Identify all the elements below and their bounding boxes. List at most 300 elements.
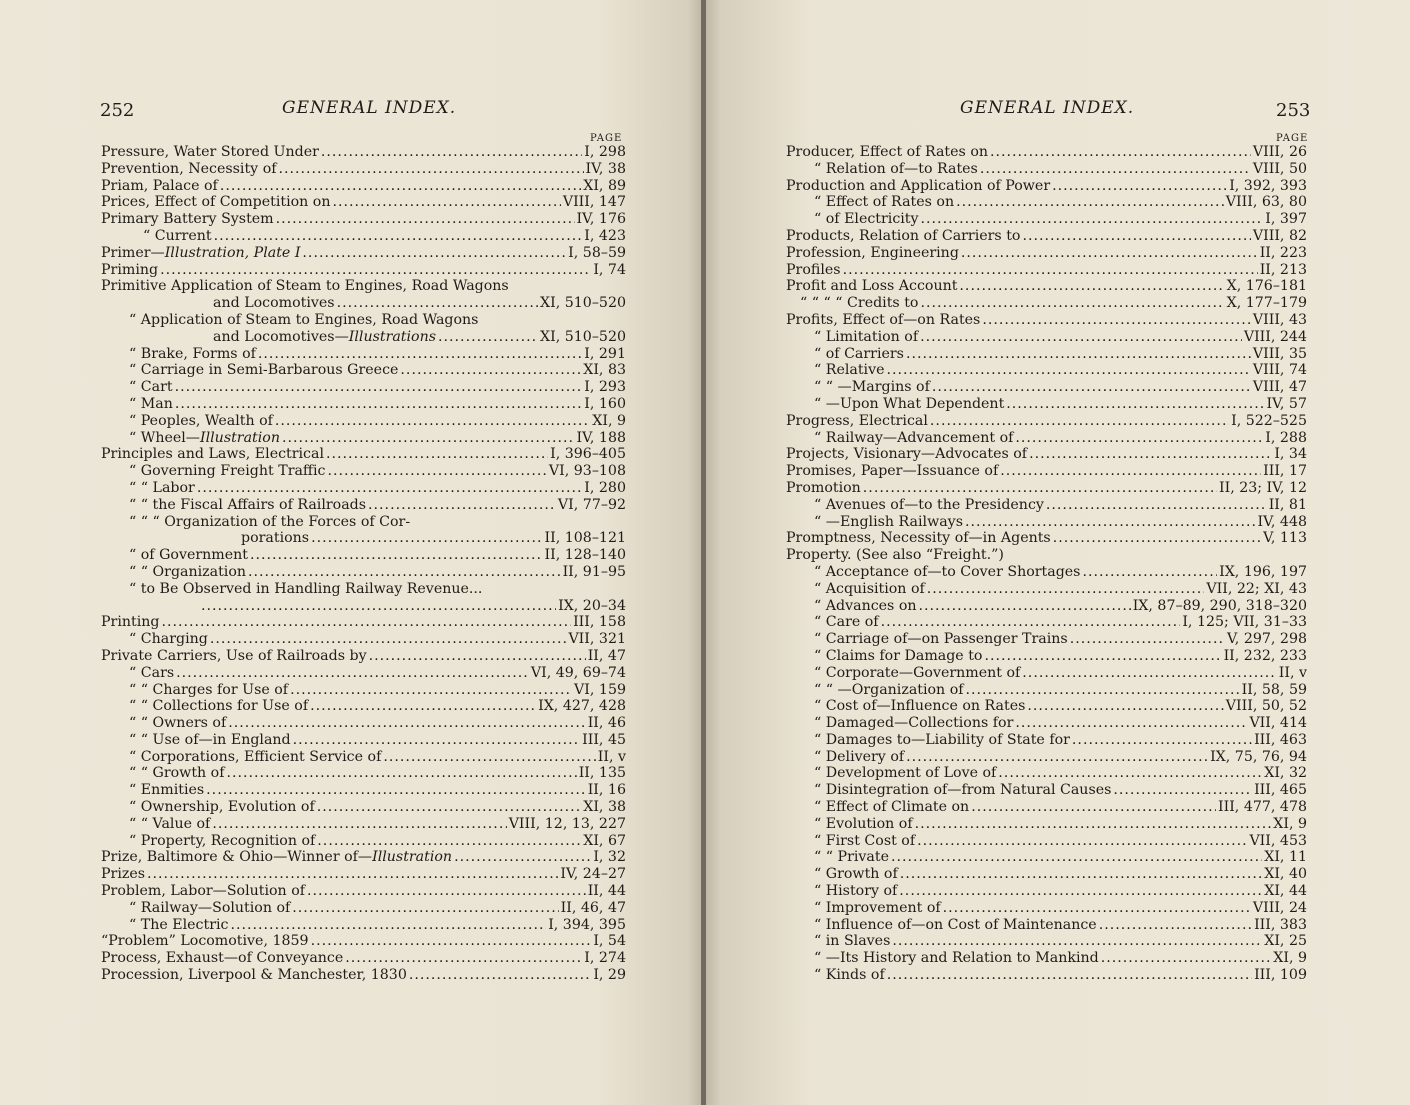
dot-leader [930,413,1229,430]
entry-heading: “ —Upon What Dependent [814,395,1005,412]
dot-leader [220,178,581,195]
entry-reference: IX, 196, 197 [1219,563,1307,580]
entry-reference: IX, 75, 76, 94 [1210,748,1307,765]
dot-leader [228,715,586,732]
dot-leader [147,866,558,883]
entry-reference: II, 213 [1259,261,1307,278]
dot-leader [250,547,543,564]
index-entry [101,262,626,279]
entry-reference: VIII, 50, 52 [1225,698,1307,715]
entry-heading: “ Development of Love of [814,765,997,782]
entry-heading: Profits, Effect of—on Rates [786,311,981,328]
entry-reference: XI, 9 [1273,950,1307,967]
dot-leader [927,581,1205,598]
index-entry [786,228,1307,245]
entry-text [814,161,978,178]
entry-text [101,933,309,950]
entry-text [814,849,889,866]
right-page [706,0,1410,1105]
entry-text [814,564,1080,581]
dot-leader [843,262,1258,279]
entry-text [814,833,915,850]
dot-leader [1072,732,1252,749]
entry-text [814,715,1013,732]
index-entry [101,547,626,564]
dot-leader [278,161,583,178]
entry-reference: I, 274 [584,950,626,967]
index-entry [786,463,1307,480]
entry-heading: “ Acceptance of—to Cover Shortages [814,563,1081,580]
entry-heading: Priam, Palace of [101,177,218,194]
entry-text [786,530,1051,547]
entry-reference: XI, 32 [1264,765,1307,782]
index-entry [101,312,626,329]
dot-leader [210,631,567,648]
index-entry [101,446,626,463]
dot-leader [990,144,1251,161]
entry-text [814,900,941,917]
entry-heading: Procession, Liverpool & Manchester, 1830 [101,967,407,984]
dot-leader [1006,547,1305,564]
entry-reference: VII, 414 [1249,715,1307,732]
dot-leader [226,765,576,782]
entry-text [129,682,288,699]
entry-heading: “ Current [143,227,212,244]
dot-leader [454,849,591,866]
dot-leader [317,799,581,816]
index-entry [786,161,1307,178]
entry-reference: VII, 453 [1249,832,1307,849]
index-entry [786,614,1307,631]
entry-heading: Promises, Paper—Issuance of [786,463,999,480]
entry-text [814,194,954,211]
entry-heading: “ Influence of—on Cost of Maintenance [814,916,1097,933]
entry-text [786,446,1027,463]
dot-leader [1015,430,1263,447]
index-entry [786,648,1307,665]
dot-leader [275,413,590,430]
entry-reference: IV, 448 [1257,513,1307,530]
index-entry [101,514,626,531]
dot-leader [248,564,561,581]
index-entry [101,581,626,598]
entry-text [101,211,274,228]
dot-leader [982,312,1251,329]
index-entry [786,732,1307,749]
entry-text [814,917,1097,934]
entry-heading: Profession, Engineering [786,244,959,261]
dot-leader [197,480,582,497]
entry-italic: Illustrations [348,328,437,345]
entry-text [129,312,478,329]
dot-leader [1022,665,1276,682]
entry-heading: Private Carriers, Use of Railroads by [101,647,367,664]
entry-text [814,682,964,699]
entry-reference: II, 47 [587,647,626,664]
entry-text [814,329,918,346]
index-entry [786,598,1307,615]
entry-reference: IV, 188 [576,429,626,446]
index-entry [786,715,1307,732]
entry-text [129,362,398,379]
entry-heading: “ Kinds of [814,967,885,984]
entry-heading: “ in Slaves [814,933,891,950]
dot-leader [369,648,586,665]
entry-text [101,849,452,866]
entry-text [213,329,436,346]
index-entry [101,614,626,631]
entry-text [129,430,280,447]
entry-text [786,312,980,329]
entry-reference: I, 74 [593,261,626,278]
entry-heading: “ Ownership, Evolution of [129,799,315,816]
entry-heading: “ Evolution of [814,815,913,832]
index-entry [786,967,1307,984]
index-entry [101,194,626,211]
entry-heading: “ Limitation of [814,328,919,345]
index-entry [101,917,626,934]
dot-leader [1113,782,1252,799]
dot-leader [206,782,586,799]
index-entries [101,144,626,984]
entry-reference: V, 113 [1263,530,1307,547]
entry-text [129,480,195,497]
index-entry [786,497,1307,514]
dot-leader [258,346,582,363]
entry-text [101,883,305,900]
entry-reference: VIII, 35 [1252,345,1307,362]
entry-text [814,883,897,900]
entry-reference: VIII, 24 [1252,899,1307,916]
entry-reference: III, 465 [1254,782,1307,799]
entry-text [213,295,335,312]
dot-leader [412,514,624,531]
dot-leader [302,245,566,262]
dot-leader [311,933,592,950]
entry-heading: “ Damages to—Liability of State for [814,731,1070,748]
dot-leader [290,682,572,699]
entry-text [101,262,158,279]
entry-heading: “ Cars [129,664,175,681]
entry-text [129,665,174,682]
entry-text [814,581,925,598]
entry-reference: I, 293 [584,379,626,396]
entry-heading: “ Relative [814,362,885,379]
dot-leader [906,749,1208,766]
dot-leader [920,329,1242,346]
entry-heading: “ “ —Organization of [814,681,964,698]
entry-text [129,749,381,766]
entry-heading: “ Wheel— [129,429,200,446]
entry-heading: “Problem” Locomotive, 1859 [101,933,309,950]
index-entry [786,765,1307,782]
dot-leader [480,312,624,329]
dot-leader [917,833,1247,850]
dot-leader [276,211,575,228]
index-entry [786,816,1307,833]
entry-heading: “ Railway—Advancement of [814,429,1014,446]
dot-leader [1022,228,1250,245]
index-entry [786,883,1307,900]
entry-reference: II, 16 [587,782,626,799]
index-entry [101,564,626,581]
dot-leader [310,698,536,715]
index-entry [786,144,1307,161]
entry-heading: and Locomotives [213,295,335,312]
entry-heading: “ “ the Fiscal Affairs of Railroads [129,496,367,513]
index-entry [786,178,1307,195]
entry-heading: “ Peoples, Wealth of [129,412,273,429]
dot-leader [293,732,580,749]
index-entry [101,849,626,866]
dot-leader [1099,917,1252,934]
entry-reference: II, 223 [1259,244,1307,261]
index-entry [786,564,1307,581]
entry-reference: X, 176–181 [1226,278,1307,295]
index-entry [101,228,626,245]
entry-italic: Illustration [372,849,453,866]
dot-leader [984,648,1221,665]
index-entry [786,682,1307,699]
index-entry [101,782,626,799]
entry-heading: Progress, Electrical [786,412,928,429]
entry-text [814,967,885,984]
dot-leader [919,598,1131,615]
entry-heading: Prize, Baltimore & Ohio—Winner of— [101,849,373,866]
entry-reference: VIII, 244 [1243,328,1307,345]
entry-reference: XI, 38 [583,799,626,816]
entry-reference: VI, 93–108 [548,463,626,480]
entry-heading: “ Man [129,395,173,412]
entry-reference: XI, 25 [1264,933,1307,950]
dot-leader [175,396,582,413]
entry-reference: XI, 44 [1264,883,1307,900]
entry-reference: V, 297, 298 [1227,631,1307,648]
dot-leader [956,194,1224,211]
dot-leader [160,262,591,279]
entry-text [129,782,204,799]
index-entry [101,732,626,749]
entry-heading: “ Carriage in Semi-Barbarous Greece [129,362,399,379]
entry-heading: “ First Cost of [814,832,916,849]
entry-heading: “ of Electricity [814,211,919,228]
index-entry [786,346,1307,363]
index-entry [101,715,626,732]
entry-heading: “ Application of Steam to Engines, Road Wagons [129,311,479,328]
index-entry [786,430,1307,447]
entry-heading: “ Carriage of—on Passenger Trains [814,631,1068,648]
dot-leader [282,430,575,447]
entry-reference: III, 158 [573,614,626,631]
entry-heading: “ “ Collections for Use of [129,698,309,715]
dot-leader [400,362,581,379]
entry-heading: “ History of [814,883,898,900]
index-entry [101,413,626,430]
entry-text [786,178,1050,195]
entry-reference: I, 291 [584,345,626,362]
entry-heading: “ —English Railways [814,513,963,530]
entry-text [129,799,315,816]
dot-leader [1015,715,1247,732]
entry-reference: I, 423 [584,227,626,244]
entry-heading: “ Avenues of—to the Presidency [814,496,1044,513]
entry-text [241,530,309,547]
entry-reference: XI, 40 [1264,866,1307,883]
entry-reference: II, 23; IV, 12 [1218,479,1307,496]
dot-leader [1029,446,1272,463]
entry-heading: “ “ Labor [129,479,195,496]
entry-text [129,631,208,648]
dot-leader [292,900,558,917]
entry-italic: Illustration, Plate I [164,244,301,261]
dot-leader [906,346,1251,363]
dot-leader [1027,698,1223,715]
index-entry [101,665,626,682]
entry-reference: IX, 427, 428 [538,698,626,715]
entry-heading: “ “ Use of—in England [129,731,291,748]
dot-leader [307,883,586,900]
dot-leader [328,463,547,480]
entry-reference: VI, 77–92 [557,496,626,513]
running-head: GENERAL INDEX. [282,98,457,118]
entry-reference: XI, 11 [1264,849,1307,866]
entry-reference: IX, 20–34 [558,597,626,614]
entry-text [814,782,1111,799]
entry-text [814,799,969,816]
entry-text [814,379,930,396]
entry-heading: “ Cost of—Influence on Rates [814,698,1026,715]
entry-reference: III, 109 [1254,967,1307,984]
index-entry [101,497,626,514]
entry-text [101,245,300,262]
dot-leader [920,295,1224,312]
page-column-label: PAGE [1276,133,1309,144]
dot-leader [175,379,583,396]
index-entry [786,396,1307,413]
index-entry [786,194,1307,211]
index-entry [101,463,626,480]
dot-leader [311,530,542,547]
entry-reference: VIII, 63, 80 [1225,194,1307,211]
entry-text [129,463,326,480]
entry-text [814,665,1020,682]
entry-reference: II, 81 [1268,496,1307,513]
entry-reference: I, 394, 395 [548,916,626,933]
entry-heading: Primitive Application of Steam to Engines, Road Wagons [101,278,509,295]
entry-reference: I, 392, 393 [1229,177,1307,194]
entry-text [786,480,861,497]
entry-reference: VII, 22; XI, 43 [1206,580,1307,597]
entry-heading: “ to Be Observed in Handling Railway Revenue... [129,580,483,597]
entry-heading: “ Effect of Climate on [814,799,970,816]
dot-leader [176,665,529,682]
entry-text [814,866,898,883]
entry-reference: XI, 89 [583,177,626,194]
entry-heading: “ “ “ “ Credits to [800,295,919,312]
entry-heading: “ Delivery of [814,748,905,765]
entry-text [101,614,159,631]
entry-reference: II, 135 [578,765,626,782]
entry-reference: III, 477, 478 [1217,799,1307,816]
dot-leader [998,765,1262,782]
index-entry [101,749,626,766]
entry-text [814,816,913,833]
entry-heading: “ Railway—Solution of [129,899,291,916]
entry-heading: Pressure, Water Stored Under [101,144,319,160]
entry-heading: “ “ Private [814,849,889,866]
entry-text [786,278,957,295]
index-entry [101,346,626,363]
entry-reference: XI, 510–520 [540,328,626,345]
entry-reference: VIII, 47 [1252,379,1307,396]
index-entries [786,144,1307,984]
index-entry [786,362,1307,379]
entry-heading: “ “ Value of [129,815,211,832]
index-entry [101,211,626,228]
index-entry [786,547,1307,564]
dot-leader [887,967,1252,984]
entry-heading: “ Property, Recognition of [129,832,316,849]
dot-leader [1101,950,1272,967]
index-entry [101,430,626,447]
entry-text [814,598,917,615]
index-entry [101,178,626,195]
entry-reference: XI, 83 [583,362,626,379]
entry-reference: II, v [597,748,626,765]
entry-heading: Primary Battery System [101,211,274,228]
index-entry [101,362,626,379]
entry-text [101,161,276,178]
entry-reference: I, 125; VII, 31–33 [1182,614,1307,631]
index-entry [786,480,1307,497]
entry-text [129,346,256,363]
entry-heading: “ Care of [814,614,879,631]
entry-reference: I, 397 [1265,211,1307,228]
entry-text [814,362,885,379]
entry-text [814,346,904,363]
dot-leader [966,682,1240,699]
entry-reference: II, 58, 59 [1241,681,1307,698]
entry-heading: Prizes [101,866,146,883]
entry-reference: XI, 9 [592,412,626,429]
entry-reference: X, 177–179 [1226,295,1307,312]
dot-leader [201,598,556,615]
entry-heading: “ Damaged—Collections for [814,715,1014,732]
entry-heading: Property. (See also “Freight.”) [786,547,1004,564]
index-entry [101,816,626,833]
entry-text [101,278,509,295]
entry-text [129,547,248,564]
index-entry [786,849,1307,866]
entry-text [101,446,324,463]
index-entry [101,698,626,715]
entry-text [101,648,367,665]
entry-reference: I, 298 [584,144,626,160]
index-entry [786,799,1307,816]
dot-leader [438,329,538,346]
entry-heading: “ Governing Freight Traffic [129,463,326,480]
entry-heading: Principles and Laws, Electrical [101,446,325,463]
entry-text [101,178,218,195]
dot-leader [881,614,1181,631]
index-entry [101,379,626,396]
entry-text [129,396,173,413]
index-entry [101,765,626,782]
index-entry [786,665,1307,682]
entry-heading: porations [241,530,310,547]
dot-leader [161,614,571,631]
entry-text [101,866,145,883]
